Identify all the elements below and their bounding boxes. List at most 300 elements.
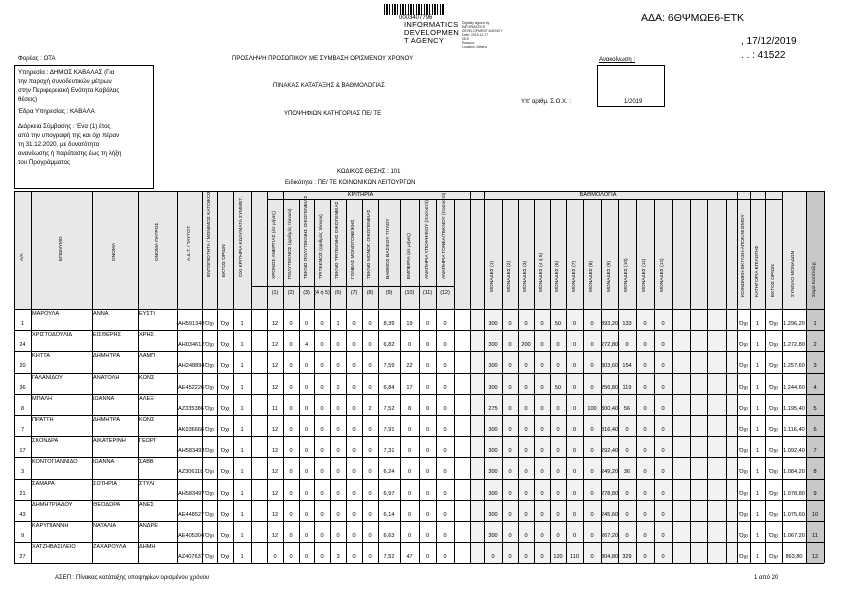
row-father: ΣΤΥΛΙ [139, 480, 155, 487]
row-criterion-value: 7,52 [383, 405, 395, 412]
row-criterion-value: 12 [271, 427, 279, 433]
row-divider [14, 309, 824, 310]
row-score-value: 0 [572, 533, 577, 539]
signer-line: INFORMATICS [404, 20, 459, 29]
row-criterion-value: 8,39 [383, 321, 395, 327]
sox-value: 1/2019 [624, 99, 643, 105]
row-score-value: 0 [540, 342, 544, 349]
criterion-number: (1) [271, 290, 279, 296]
row-name: ΔΗΜΗΤΡΑ [93, 353, 120, 360]
row-divider [14, 415, 824, 416]
row-father: ΑΝΔΡΕ [139, 523, 158, 529]
row-total: 1.075,60 [783, 511, 805, 518]
row-criterion-value: 0 [443, 554, 447, 561]
column-divider [217, 191, 218, 563]
header-criterion: ΓΟΝΕΑΣ ΜΟΝΟΓΟΝΕΪΚΗΣ [351, 219, 356, 279]
row-score-value: 0 [590, 490, 594, 497]
column-divider [534, 199, 535, 563]
row-flag: Όχι [220, 448, 230, 455]
row-score-value: 0 [556, 490, 560, 497]
row-score-value: 0 [572, 490, 577, 497]
signer-name [404, 21, 459, 46]
row-score-value: 256,80 [601, 384, 619, 391]
row-score-value: 0 [643, 469, 647, 476]
header-score: ΜΟΝΑΔΕΣ (1) [490, 261, 495, 292]
column-divider [502, 199, 503, 563]
column-divider [765, 191, 766, 563]
row-total: 1.116,40 [783, 427, 805, 433]
row-father: ΑΛΕΞ [139, 395, 154, 402]
row-criterion-value: 0 [336, 533, 340, 539]
column-divider [583, 199, 584, 563]
row-criterion-value: 0 [289, 342, 293, 349]
row-score-value: 0 [590, 427, 594, 433]
row-score-value: 0 [508, 321, 512, 327]
column-divider [690, 199, 691, 563]
row-criterion-value: 7,59 [383, 363, 395, 370]
header-criterion: ΤΕΚΝΟ ΜΟΝΟΓ. ΟΙΚΟΓΕΝΕΙΑΣ [367, 209, 372, 279]
row-extra: Όχι [769, 342, 778, 349]
row-name: ΑΝΑΤΟΛΗ [93, 374, 120, 381]
row-score-value: 0 [590, 511, 594, 518]
row-flag: Όχι [220, 554, 230, 561]
row-flag: Όχι [205, 469, 214, 476]
row-criterion-value: 6,24 [383, 469, 395, 476]
row-criterion-value: 12 [271, 321, 279, 327]
rank-column-background [806, 191, 824, 563]
header-name: ΟΝΟΜΑ [112, 242, 117, 261]
signature-line: Date: 2019.12.17 [462, 33, 489, 37]
column-divider [550, 199, 551, 563]
signature-details [462, 21, 503, 49]
row-score-value: 300 [488, 511, 498, 518]
row-criterion-value: 0 [443, 321, 447, 327]
row-category: 1 [755, 511, 760, 518]
row-criterion-value: 0 [320, 511, 324, 518]
row-criterion-value: 7,52 [383, 554, 395, 561]
criterion-number: (7) [350, 290, 358, 296]
row-score-value: 329 [622, 554, 632, 561]
row-flag: Όχι [205, 363, 214, 370]
header-criterion: ΠΟΛΥΤΕΚΝΟΣ (αριθμός τέκνων) [288, 208, 293, 279]
row-social: Όχι [739, 342, 748, 349]
service-line: στην Περιφερειακή Ενότητα Καβάλας [18, 87, 120, 94]
row-divider [251, 286, 454, 287]
row-adt: ΑΖ306118 [178, 469, 204, 476]
row-adt: ΑΗ583493 [178, 448, 205, 455]
document-subtitle: ΠΙΝΑΚΑΣ ΚΑΤΑΤΑΞΗΣ & ΒΑΘΜΟΛΟΓΙΑΣ [273, 83, 385, 89]
row-score-value: 0 [556, 511, 560, 518]
row-score-value: 0 [556, 427, 560, 433]
row-criterion-value: 0 [352, 511, 356, 518]
row-criterion-value: 0 [289, 448, 293, 455]
row-rank: 3 [813, 363, 817, 370]
row-adt: ΑΕ452226 [178, 384, 205, 391]
row-score-value: 0 [508, 384, 512, 391]
row-score-value: 0 [643, 342, 647, 349]
row-score-value: 0 [524, 363, 528, 370]
row-surname: ΓΑΛΑΝΙΔΟΥ [32, 374, 63, 381]
contract-line: του Προγράμματος [18, 159, 71, 166]
header-criterion: ΤΕΚΝΟ ΠΟΛΥΤΕΚΝΗΣ ΟΙΚΟΓΕΝΕΙΑΣ [303, 195, 309, 279]
row-criterion-value: 0 [336, 427, 340, 433]
row-criterion-value: 0 [368, 384, 372, 391]
row-score-value: 0 [508, 533, 512, 539]
row-criterion-value: 0 [289, 511, 293, 518]
row-total: 1.195,40 [783, 405, 805, 412]
row-score-value: 303,60 [601, 363, 619, 370]
row-flag: 1 [240, 533, 244, 539]
header-score: ΜΟΝΑΔΕΣ (3) [523, 261, 528, 292]
row-aa: 17 [19, 448, 26, 455]
row-score-value: 133 [622, 321, 632, 327]
row-flag: Όχι [205, 427, 214, 433]
column-divider [14, 191, 15, 563]
column-divider [750, 191, 751, 563]
row-score-value: 0 [661, 554, 665, 561]
row-father: ΛΑΜΠ [139, 353, 156, 360]
row-criterion-value: 0 [336, 469, 340, 476]
row-criterion-value: 0 [289, 427, 293, 433]
row-criterion-value: 0 [407, 342, 412, 349]
column-divider [419, 199, 420, 563]
row-score-value: 0 [508, 448, 512, 455]
column-divider [436, 199, 437, 563]
row-score-value: 0 [643, 427, 647, 433]
row-criterion-value: 0 [443, 448, 447, 455]
row-criterion-value: 0 [289, 554, 293, 561]
criterion-number: (12) [440, 290, 450, 296]
row-score-value: 0 [643, 321, 647, 327]
row-extra: Όχι [769, 469, 778, 476]
row-score-value: 0 [625, 427, 629, 433]
row-divider [14, 373, 824, 374]
row-extra: Όχι [769, 554, 778, 561]
signer-line: DEVELOPMEN [404, 28, 460, 38]
row-flag: 1 [240, 405, 244, 412]
candidate-category: ΥΠΟΨΗΦΙΩΝ ΚΑΤΗΓΟΡΙΑΣ ΠΕ/ ΤΕ [284, 111, 382, 117]
row-criterion-value: 0 [289, 405, 293, 412]
row-total: 1.092,40 [783, 448, 805, 455]
row-score-value: 0 [572, 448, 577, 455]
row-rank: 11 [812, 533, 818, 539]
header-criterion: ΤΕΚΝΟ ΤΡΙΤΕΚΝΗΣ ΟΙΚΟΓΕΝΕΙΑΣ [335, 201, 340, 279]
row-score-value: 316,40 [601, 427, 619, 433]
row-criterion-value: 0 [320, 363, 324, 370]
header-summary: Σειρά Κατάταξης [812, 261, 817, 297]
header-aa: Α/Α [19, 253, 25, 261]
row-score-value: 0 [540, 490, 544, 497]
column-divider [618, 199, 619, 563]
header-score: ΜΟΝΑΔΕΣ (6) [555, 261, 560, 292]
row-criterion-value: 0 [304, 363, 309, 370]
row-aa: 3 [20, 469, 25, 476]
row-score-value: 300 [488, 363, 498, 370]
row-score-value: 0 [540, 321, 544, 327]
header-flag: ΟΧΙ ΚΡΙΤΗΡΙΑ ΚΩΛΥΜΑΤΑ ΣΥΜΜΕΤ. [239, 196, 244, 277]
row-adt: ΑΖ335386 [178, 405, 204, 412]
row-score-value: 0 [508, 490, 512, 497]
announcement-label: Ανακοίνωση : [599, 57, 636, 63]
row-name: ΕΙΣΘΕΡΗΣ [93, 332, 122, 339]
column-divider [566, 199, 567, 563]
row-flag: Όχι [205, 342, 214, 349]
row-criterion-value: 12 [271, 448, 279, 455]
row-father: ΕΥΣΤΙ [139, 311, 155, 317]
row-criterion-value: 0 [304, 321, 309, 327]
service-line: θέσεις) [18, 96, 38, 103]
row-criterion-value: 6,82 [383, 342, 395, 349]
row-flag: 1 [240, 554, 244, 561]
row-surname: ΧΡΙΣΤΟΔΟΥΛΙΔ [32, 332, 73, 339]
row-social: Όχι [739, 321, 748, 327]
row-criterion-value: 12 [271, 342, 279, 349]
header-score: ΜΟΝΑΔΕΣ (9) [606, 261, 612, 292]
row-flag: 1 [240, 490, 244, 497]
row-father: ΔΗΜΗ [139, 544, 156, 551]
header-summary: ΣΥΝΟΛΟ ΜΟΝΑΔΩΝ [791, 250, 796, 297]
service-line: Υπηρεσία : ΔΗΜΟΣ ΚΑΒΑΛΑΣ (Για [18, 69, 115, 76]
row-total: 1.244,60 [783, 384, 805, 391]
document-date: , 17/12/2019 [741, 36, 797, 47]
column-divider [484, 191, 485, 563]
column-divider [782, 191, 783, 563]
row-criterion-value: 0 [320, 469, 324, 476]
row-score-value: 0 [590, 533, 594, 539]
row-criterion-value: 0 [407, 511, 412, 518]
specialty: Ειδικότητα : ΠΕ/ ΤΕ ΚΟΙΝΩΝΙΚΩΝ ΛΕΙΤΟΥΡΓΩΝ [285, 180, 416, 186]
row-score-value: 0 [590, 469, 594, 476]
row-criterion-value: 0 [289, 490, 293, 497]
row-extra: Όχι [769, 384, 778, 391]
row-score-value: 0 [661, 342, 665, 349]
row-criterion-value: 12 [271, 533, 279, 539]
row-score-value: 154 [622, 363, 632, 370]
row-rank: 10 [811, 511, 819, 518]
header-criterion: ΕΜΠΕΙΡΙΑ (σε μήνες) [406, 233, 412, 279]
ada-code: ΑΔΑ: 6ΘΨΜΩΕ6-ΕΤΚ [641, 12, 744, 24]
row-criterion-value: 17 [406, 384, 413, 391]
row-social: Όχι [739, 469, 748, 476]
row-criterion-value: 0 [289, 321, 293, 327]
row-criterion-value: 0 [352, 363, 356, 370]
row-flag: Όχι [220, 384, 230, 391]
row-flag: Όχι [220, 533, 230, 539]
header-father: ΟΝΟΜΑ ΠΑΤΡΟΣ [154, 222, 160, 261]
row-score-value: 0 [661, 363, 665, 370]
row-score-value: 300 [488, 490, 498, 497]
row-category: 1 [755, 427, 760, 433]
criteria-group-title: ΚΡΙΤΗΡΙΑ [347, 192, 374, 198]
row-score-value: 0 [556, 469, 560, 476]
signature-line: Digitally signed by [462, 21, 490, 25]
header-criterion: ΒΑΘΜΟΣ ΒΑΣΙΚΟΥ ΤΙΤΛΟΥ [386, 218, 391, 279]
row-score-value: 0 [508, 342, 512, 349]
row-name: ΝΑΤΑΛΙΑ [93, 523, 117, 529]
header-score: ΜΟΝΑΔΕΣ (10) [624, 258, 629, 292]
row-score-value: 0 [508, 427, 512, 433]
row-score-value: 0 [540, 448, 544, 455]
criterion-number: (11) [422, 290, 433, 296]
row-category: 1 [755, 384, 760, 391]
row-score-value: 0 [625, 511, 629, 518]
row-total: 1.257,60 [783, 363, 805, 370]
row-score-value: 0 [661, 405, 665, 412]
column-divider [314, 199, 315, 563]
row-score-value: 0 [540, 384, 544, 391]
column-divider [362, 199, 363, 563]
row-score-value: 0 [508, 405, 512, 412]
row-criterion-value: 0 [352, 342, 356, 349]
column-divider [737, 191, 738, 563]
column-divider [636, 199, 637, 563]
row-criterion-value: 0 [336, 490, 340, 497]
row-flag: 1 [240, 342, 244, 349]
row-name: ΑΝΝΑ [93, 311, 109, 317]
row-criterion-value: 0 [336, 363, 340, 370]
row-flag: Όχι [220, 363, 230, 370]
row-adt: ΑΗ583497 [178, 490, 205, 497]
row-score-value: 0 [590, 448, 594, 455]
row-name: ΖΑΧΑΡΟΥΛΑ [93, 544, 127, 551]
row-score-value: 0 [572, 363, 577, 370]
row-criterion-value: 0 [320, 342, 324, 349]
signature-line: DEVELOPMENT AGENCY [462, 29, 503, 33]
row-criterion-value: 0 [304, 533, 309, 539]
header-score: ΜΟΝΑΔΕΣ (12) [660, 258, 665, 292]
row-aa: 43 [19, 511, 26, 518]
row-criterion-value: 0 [443, 511, 447, 518]
row-surname: ΜΠΑΛΗ [32, 395, 53, 402]
row-extra: Όχι [769, 321, 778, 327]
row-criterion-value: 0 [368, 490, 372, 497]
row-score-value: 0 [556, 405, 560, 412]
signature-line: Location: Athens [462, 45, 488, 49]
row-score-value: 300 [488, 342, 498, 349]
row-score-value: 0 [556, 342, 560, 349]
row-criterion-value: 2 [336, 384, 340, 391]
row-criterion-value: 0 [320, 448, 324, 455]
row-extra: Όχι [769, 511, 778, 518]
row-category: 1 [755, 554, 760, 561]
signer-line: T AGENCY [404, 36, 445, 46]
row-social: Όχι [739, 490, 748, 497]
column-divider [283, 191, 284, 563]
row-divider [14, 351, 824, 352]
service-line: την παροχή συνοδευτικών μέτρων [18, 78, 112, 85]
row-score-value: 278,80 [601, 490, 619, 497]
row-criterion-value: 22 [406, 363, 413, 370]
row-rank: 8 [813, 469, 817, 476]
row-criterion-value: 19 [406, 321, 413, 327]
row-score-value: 0 [643, 405, 647, 412]
row-criterion-value: 0 [336, 405, 340, 412]
row-criterion-value: 0 [443, 384, 447, 391]
row-name: ΣΩΤΗΡΙΑ [93, 480, 118, 487]
row-rank: 1 [813, 321, 817, 327]
row-surname: ΠΡΑΤΤΗ [32, 417, 54, 423]
row-score-value: 0 [556, 363, 560, 370]
header-flag: ΕΚΤΟΣ ΟΡΙΩΝ [222, 244, 227, 277]
row-adt: ΑΗ034612 [178, 342, 205, 349]
row-score-value: 0 [661, 384, 665, 391]
row-rank: 7 [813, 448, 817, 455]
column-divider [251, 191, 252, 563]
row-score-value: 110 [570, 554, 579, 561]
row-criterion-value: 6,63 [383, 533, 395, 539]
criterion-number: (9) [385, 290, 393, 296]
row-total: 1.084,20 [783, 469, 805, 476]
row-criterion-value: 0 [425, 321, 430, 327]
row-rank: 4 [813, 384, 817, 391]
row-criterion-value: 0 [425, 342, 430, 349]
row-criterion-value: 0 [304, 554, 309, 561]
column-divider [346, 199, 347, 563]
row-criterion-value: 1 [336, 321, 340, 327]
row-criterion-value: 2 [368, 405, 372, 412]
row-father: ΚΩΝΣ [139, 417, 155, 423]
row-aa: 7 [20, 427, 25, 433]
row-aa: 1 [20, 321, 25, 327]
row-criterion-value: 0 [425, 448, 430, 455]
row-criterion-value: 0 [352, 321, 356, 327]
row-criterion-value: 0 [368, 554, 372, 561]
row-total: 1.078,80 [783, 490, 805, 497]
column-divider [177, 191, 178, 563]
row-criterion-value: 12 [271, 490, 279, 497]
row-criterion-value: 0 [443, 469, 447, 476]
row-total: 1.296,20 [783, 321, 805, 327]
row-score-value: 0 [524, 490, 528, 497]
position-code: ΚΩΔΙΚΟΣ ΘΕΣΗΣ : 101 [337, 169, 401, 175]
row-criterion-value: 0 [368, 321, 372, 327]
row-score-value: 0 [540, 405, 544, 412]
row-flag: Όχι [220, 405, 230, 412]
row-criterion-value: 0 [320, 405, 324, 412]
column-divider [806, 191, 807, 563]
row-name: ΘΕΟΔΩΡΑ [93, 501, 121, 508]
row-extra: Όχι [769, 448, 778, 455]
row-criterion-value: 0 [425, 405, 430, 412]
row-score-value: 249,20 [601, 469, 619, 476]
row-score-value: 50 [554, 384, 562, 391]
column-divider [267, 191, 268, 563]
row-aa: 9 [20, 533, 25, 539]
row-adt: ΑΚ036666 [178, 427, 205, 433]
row-aa: 24 [19, 342, 26, 349]
row-criterion-value: 0 [443, 342, 447, 349]
row-criterion-value: 0 [425, 384, 430, 391]
header-flag: ΕΝΤΟΠΙΟΤΗΤΑ / ΜΟΝΙΜΟΣ ΚΑΤΟΙΚΟΣ [206, 191, 212, 277]
row-social: Όχι [739, 554, 748, 561]
protocol-number: . . : 41522 [741, 50, 786, 61]
row-criterion-value: 0 [304, 448, 309, 455]
row-father: ΣΑΒΒ [139, 459, 154, 466]
row-flag: Όχι [220, 469, 230, 476]
row-divider [14, 330, 824, 331]
row-score-value: 0 [590, 321, 594, 327]
row-criterion-value: 0 [304, 405, 309, 412]
row-score-value: 119 [622, 384, 632, 391]
row-score-value: 0 [661, 321, 665, 327]
column-divider [726, 199, 727, 563]
score-group-title: ΒΑΘΜΟΛΟΓΙΑ [579, 192, 617, 198]
row-criterion-value: 0 [407, 427, 412, 433]
row-score-value: 200 [521, 342, 531, 349]
row-adt: ΑΕ405304 [178, 533, 205, 539]
row-score-value: 0 [572, 405, 577, 412]
row-score-value: 0 [661, 511, 665, 518]
